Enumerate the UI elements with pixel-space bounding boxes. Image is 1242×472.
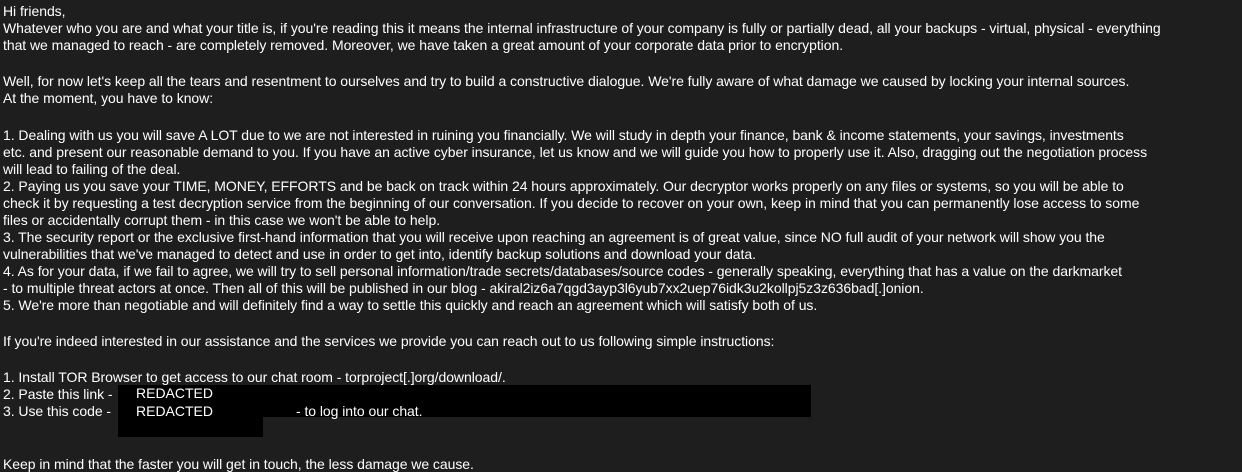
point-line-9: 4. As for your data, if we fail to agree, we will try to sell personal information/trade secrets/databases/source codes - generally speaking, everything that has a value on the darkmarket — [3, 263, 1123, 279]
point-line-1: 1. Dealing with us you will save A LOT due to we are not interested in ruining you financially. We will study in depth your finance, bank & income statements, your savings, investments — [3, 127, 1124, 143]
greeting-text: Hi friends, — [3, 3, 66, 19]
point-line-10: - to multiple threat actors at once. Then all of this will be published in our blog - akiral2iz6a7qgd3ayp3l6yub7xx2uep76idk3u2kollpj5z3z636bad[.]onion. — [3, 280, 924, 296]
point-line-7: 3. The security report or the exclusive first-hand information that you will receive upon reaching an agreement is of great value, since NO full audit of your network will show you the — [3, 229, 1105, 245]
redacted-code-box — [118, 403, 263, 437]
intro-line-2: that we managed to reach - are completely removed. Moreover, we have taken a great amount of your corporate data prior to encryption. — [3, 37, 844, 53]
point-line-8: vulnerabilities that we've managed to detect and use in order to get into, identify backup solutions and download your data. — [3, 246, 756, 262]
instruction-step-3 — [3, 403, 111, 419]
point-line-5: check it by requesting a test decryption service from the beginning of our conversation. If you decide to recover on your own, keep in mind that you can permanently lose access to some — [3, 195, 1140, 211]
closing-text: Keep in mind that the faster you will get in touch, the less damage we cause. — [3, 456, 474, 472]
point-line-2: etc. and present our reasonable demand to you. If you have an active cyber insurance, let us know and we will guide you how to properly use it. Also, dragging out the negotiation process — [3, 144, 1148, 160]
instruction-step-3-label: 3. Use this code - — [3, 403, 112, 419]
point-line-3: will lead to failing of the deal. — [3, 161, 181, 177]
instruction-step-1: 1. Install TOR Browser to get access to our chat room - torproject[.]org/download/. — [3, 369, 506, 385]
redacted-link-label: REDACTED — [136, 385, 214, 401]
point-line-11: 5. We're more than negotiable and will definitely find a way to settle this quickly and reach an agreement which will satisfy both of us. — [3, 297, 818, 313]
instruction-step-3-suffix: - to log into our chat. — [296, 403, 423, 419]
assistance-text: If you're indeed interested in our assistance and the services we provide you can reach out to us following simple instructions: — [3, 333, 775, 349]
point-line-4: 2. Paying us you save your TIME, MONEY, EFFORTS and be back on track within 24 hours approximately. Our decryptor works properly on any files or systems, so you will be able to — [3, 178, 1124, 194]
dialogue-line-2: At the moment, you have to know: — [3, 90, 214, 106]
point-line-6: files or accidentally corrupt them - in this case we won't be able to help. — [3, 212, 441, 228]
intro-line-1: Whatever who you are and what your title is, if you're reading this it means the internal infrastructure of your company is fully or partially dead, all your backups - virtual, physical - everything — [3, 20, 1161, 36]
redacted-code-label: REDACTED — [136, 403, 214, 419]
dialogue-line-1: Well, for now let's keep all the tears and resentment to ourselves and try to build a constructive dialogue. We're fully aware of what damage we caused by locking your internal sources. — [3, 73, 1130, 89]
instruction-step-2 — [3, 386, 113, 402]
instruction-step-2-label: 2. Paste this link - — [3, 386, 113, 402]
